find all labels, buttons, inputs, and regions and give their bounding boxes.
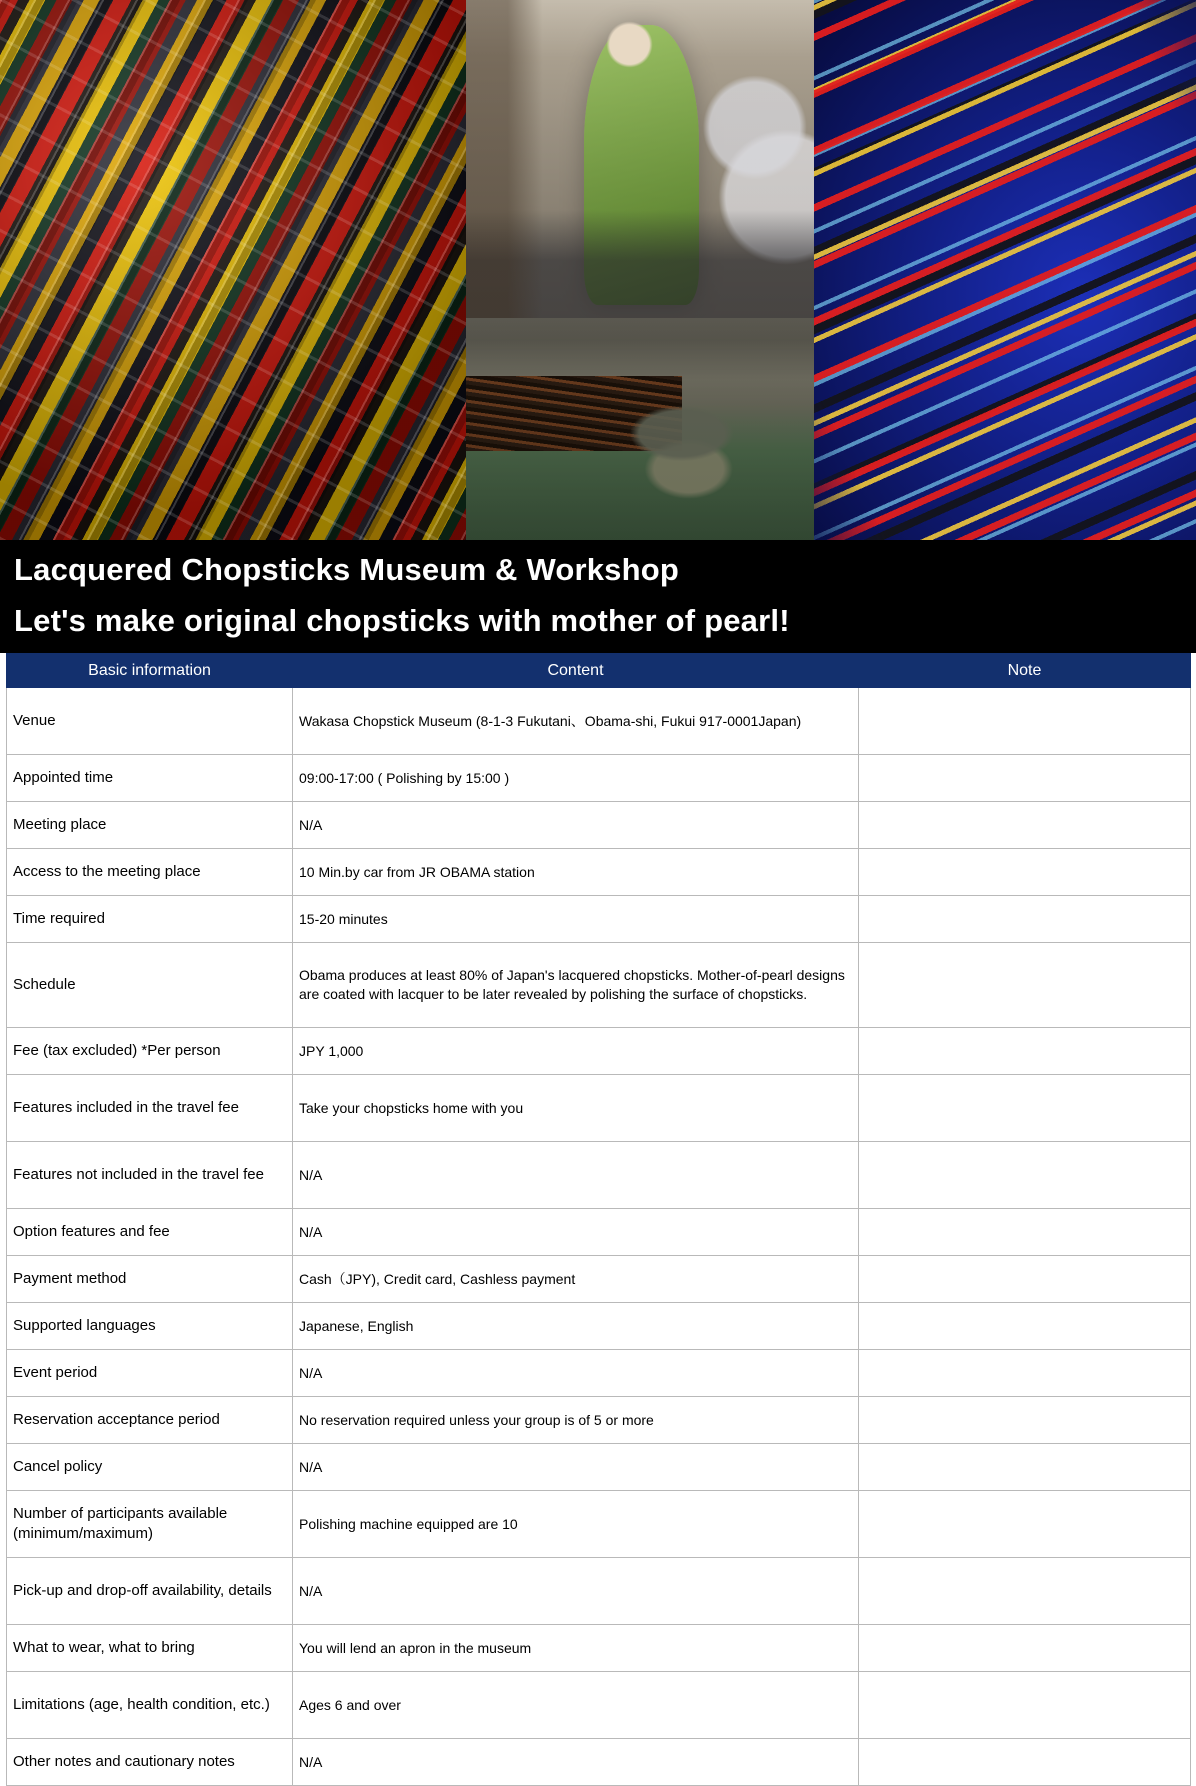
column-header-basic-information: Basic information <box>7 654 293 688</box>
row-content: Wakasa Chopstick Museum (8-1-3 Fukutani、Obama-shi, Fukui 917-0001Japan) <box>293 688 859 755</box>
table-row <box>7 1075 1191 1142</box>
row-label: Meeting place <box>7 802 293 849</box>
row-note <box>859 1209 1191 1256</box>
row-note <box>859 1075 1191 1142</box>
row-content: JPY 1,000 <box>293 1028 859 1075</box>
table-row <box>7 1739 1191 1786</box>
lacquered-chopsticks-closeup-photo <box>0 0 466 540</box>
row-note <box>859 1739 1191 1786</box>
row-label: Reservation acceptance period <box>7 1397 293 1444</box>
row-label: Supported languages <box>7 1303 293 1350</box>
row-content: Obama produces at least 80% of Japan's lacquered chopsticks. Mother-of-pearl designs are coated with lacquer to be later revealed by polishing the surface of chopsticks. <box>293 943 859 1028</box>
row-content: Cash（JPY), Credit card, Cashless payment <box>293 1256 859 1303</box>
table-row <box>7 1142 1191 1209</box>
row-content: Take your chopsticks home with you <box>293 1075 859 1142</box>
row-label: Limitations (age, health condition, etc.) <box>7 1672 293 1739</box>
row-content: N/A <box>293 1739 859 1786</box>
page-title: Lacquered Chopsticks Museum & Workshop <box>14 552 680 587</box>
row-content: N/A <box>293 1142 859 1209</box>
table-row <box>7 1028 1191 1075</box>
table-row <box>7 1303 1191 1350</box>
row-content: N/A <box>293 1444 859 1491</box>
row-label: Option features and fee <box>7 1209 293 1256</box>
table-row <box>7 1350 1191 1397</box>
row-content: 10 Min.by car from JR OBAMA station <box>293 849 859 896</box>
table-row <box>7 1491 1191 1558</box>
row-content: Ages 6 and over <box>293 1672 859 1739</box>
table-row <box>7 1209 1191 1256</box>
row-content: Japanese, English <box>293 1303 859 1350</box>
row-content: N/A <box>293 802 859 849</box>
row-content: Polishing machine equipped are 10 <box>293 1491 859 1558</box>
row-note <box>859 1350 1191 1397</box>
workshop-interior-photo <box>466 318 814 540</box>
row-label: Payment method <box>7 1256 293 1303</box>
row-note <box>859 1672 1191 1739</box>
row-label: Event period <box>7 1350 293 1397</box>
row-content: N/A <box>293 1558 859 1625</box>
row-note <box>859 1028 1191 1075</box>
table-row <box>7 1397 1191 1444</box>
basic-information-table <box>6 653 1191 1786</box>
table-row <box>7 1558 1191 1625</box>
row-label: Features included in the travel fee <box>7 1075 293 1142</box>
table-row <box>7 802 1191 849</box>
row-label: Cancel policy <box>7 1444 293 1491</box>
row-label: Appointed time <box>7 755 293 802</box>
table-body <box>7 688 1191 1786</box>
row-label: Venue <box>7 688 293 755</box>
row-note <box>859 849 1191 896</box>
row-label: Time required <box>7 896 293 943</box>
row-note <box>859 1303 1191 1350</box>
row-note <box>859 755 1191 802</box>
row-note <box>859 802 1191 849</box>
table-row <box>7 688 1191 755</box>
table-row <box>7 849 1191 896</box>
table-row <box>7 1256 1191 1303</box>
row-note <box>859 943 1191 1028</box>
row-label: Access to the meeting place <box>7 849 293 896</box>
row-note <box>859 1256 1191 1303</box>
row-content: 09:00-17:00 ( Polishing by 15:00 ) <box>293 755 859 802</box>
column-header-note: Note <box>859 654 1191 688</box>
table-header-row <box>7 654 1191 688</box>
row-note <box>859 1558 1191 1625</box>
row-content: N/A <box>293 1350 859 1397</box>
row-note <box>859 1397 1191 1444</box>
row-note <box>859 688 1191 755</box>
row-note <box>859 1142 1191 1209</box>
row-label: Pick-up and drop-off availability, details <box>7 1558 293 1625</box>
row-note <box>859 1491 1191 1558</box>
row-content: 15-20 minutes <box>293 896 859 943</box>
row-label: Features not included in the travel fee <box>7 1142 293 1209</box>
row-note <box>859 1625 1191 1672</box>
title-band <box>0 540 1196 653</box>
column-header-content: Content <box>293 654 859 688</box>
row-note <box>859 896 1191 943</box>
row-content: N/A <box>293 1209 859 1256</box>
row-label: Schedule <box>7 943 293 1028</box>
photo-banner <box>0 0 1196 540</box>
row-content: You will lend an apron in the museum <box>293 1625 859 1672</box>
table-row <box>7 755 1191 802</box>
page-subtitle: Let's make original chopsticks with mother of pearl! <box>14 602 790 638</box>
table-row <box>7 896 1191 943</box>
row-label: Fee (tax excluded) *Per person <box>7 1028 293 1075</box>
row-label: Number of participants available (minimum/maximum) <box>7 1491 293 1558</box>
table-row <box>7 1672 1191 1739</box>
craftsman-polishing-photo <box>466 0 814 318</box>
row-label: Other notes and cautionary notes <box>7 1739 293 1786</box>
chopsticks-on-blue-photo <box>814 0 1196 540</box>
table-row <box>7 943 1191 1028</box>
row-content: No reservation required unless your group is of 5 or more <box>293 1397 859 1444</box>
row-note <box>859 1444 1191 1491</box>
row-label: What to wear, what to bring <box>7 1625 293 1672</box>
table-row <box>7 1444 1191 1491</box>
table-row <box>7 1625 1191 1672</box>
